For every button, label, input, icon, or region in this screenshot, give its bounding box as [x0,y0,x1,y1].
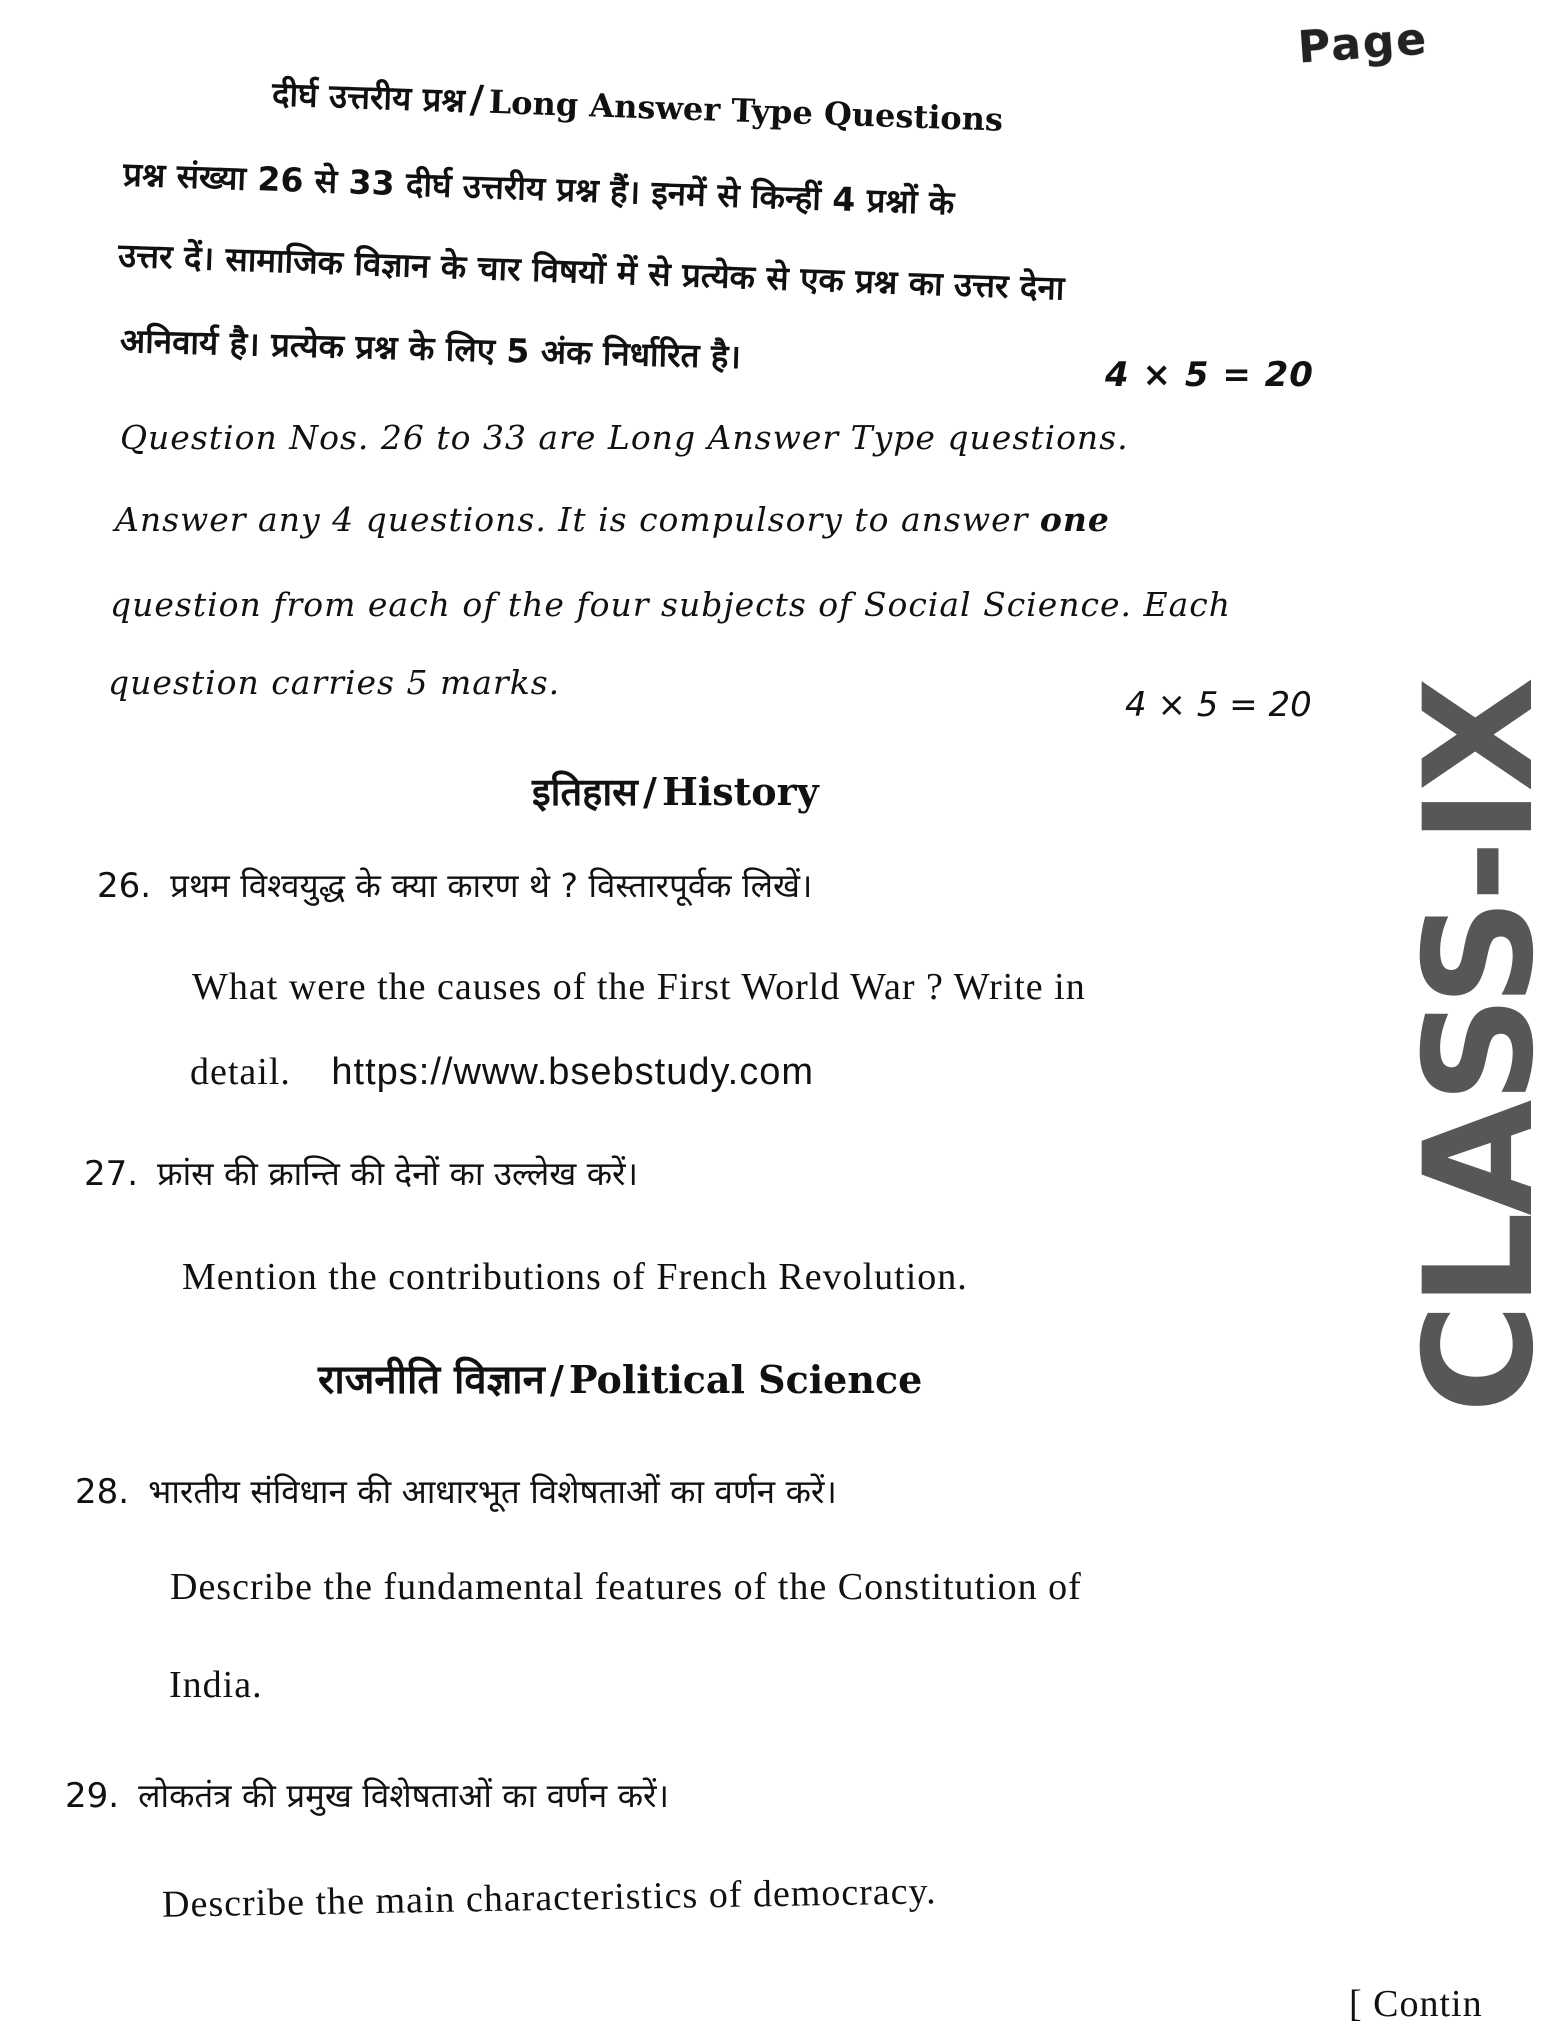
question-number: 28. [75,1472,130,1512]
instruction-hindi-line: अनिवार्य है। प्रत्येक प्रश्न के लिए 5 अंक निर्धारित है। [119,320,742,377]
history-sep: / [642,769,657,814]
question-number: 27. [84,1154,139,1194]
question-text-hindi: प्रथम विश्वयुद्ध के क्या कारण थे ? विस्तारपूर्वक लिखें। [170,866,813,905]
section-heading [271,69,1003,140]
marks-english: 4 × 5 = 20 [1125,685,1312,725]
instruction-english-line: question from each of the four subjects of Social Science. Each [110,585,1231,624]
history-heading [532,765,819,817]
question-text-hindi: फ्रांस की क्रान्ति की देनों का उल्लेख करें। [157,1154,639,1193]
instruction-hindi-line: उत्तर दें। सामाजिक विज्ञान के चार विषयों में से प्रत्येक से एक प्रश्न का उत्तर देना [117,235,1066,308]
question-27-hindi [84,1150,638,1195]
question-text: detail. [190,1051,291,1093]
history-hindi: इतिहास [532,770,638,814]
question-26-english-cont [190,1050,814,1094]
history-english: History [661,769,819,814]
instruction-english-line: question carries 5 marks. [108,663,561,702]
instruction-text: Answer any 4 questions. It is compulsory to answer [115,500,1029,539]
polsci-heading [318,1350,922,1405]
instruction-english-line: Question Nos. 26 to 33 are Long Answer Type questions. [120,418,1129,457]
website-link[interactable]: https://www.bsebstudy.com [331,1051,815,1093]
question-29-english: Describe the main characteristics of democracy. [161,1870,937,1926]
question-28-english: Describe the fundamental features of the Constitution of [170,1566,1082,1608]
continue-footer: [ Contin [1349,1983,1483,2025]
question-26-english: What were the causes of the First World War ? Write in [192,966,1086,1008]
heading-sep: / [469,76,485,122]
question-26-hindi [97,862,812,907]
question-28-hindi [75,1468,837,1513]
question-number: 26. [97,866,152,906]
question-29-hindi [65,1772,669,1817]
polsci-sep: / [549,1357,564,1402]
watermark: CLASS-IX [1393,680,1567,1414]
polsci-hindi: राजनीति विज्ञान [318,1357,545,1403]
marks-hindi: 4 × 5 = 20 [1105,355,1314,395]
question-text-hindi: भारतीय संविधान की आधारभूत विशेषताओं का वर्णन करें। [148,1472,837,1511]
instruction-english-line [115,500,1110,539]
polsci-english: Political Science [568,1357,923,1402]
question-text-hindi: लोकतंत्र की प्रमुख विशेषताओं का वर्णन करें। [138,1776,670,1815]
question-27-english: Mention the contributions of French Revolution. [182,1256,968,1298]
instruction-emphasis: one [1039,500,1110,539]
heading-english: Long Answer Type Questions [488,82,1004,139]
question-number: 29. [65,1776,120,1816]
question-28-english-cont: India. [169,1664,263,1706]
heading-hindi: दीर्घ उत्तरीय प्रश्न [271,74,466,120]
instruction-hindi-line: प्रश्न संख्या 26 से 33 दीर्घ उत्तरीय प्रश्न हैं। इनमें से किन्हीं 4 प्रश्नों के [122,154,955,223]
page-label: Page [1296,13,1430,74]
